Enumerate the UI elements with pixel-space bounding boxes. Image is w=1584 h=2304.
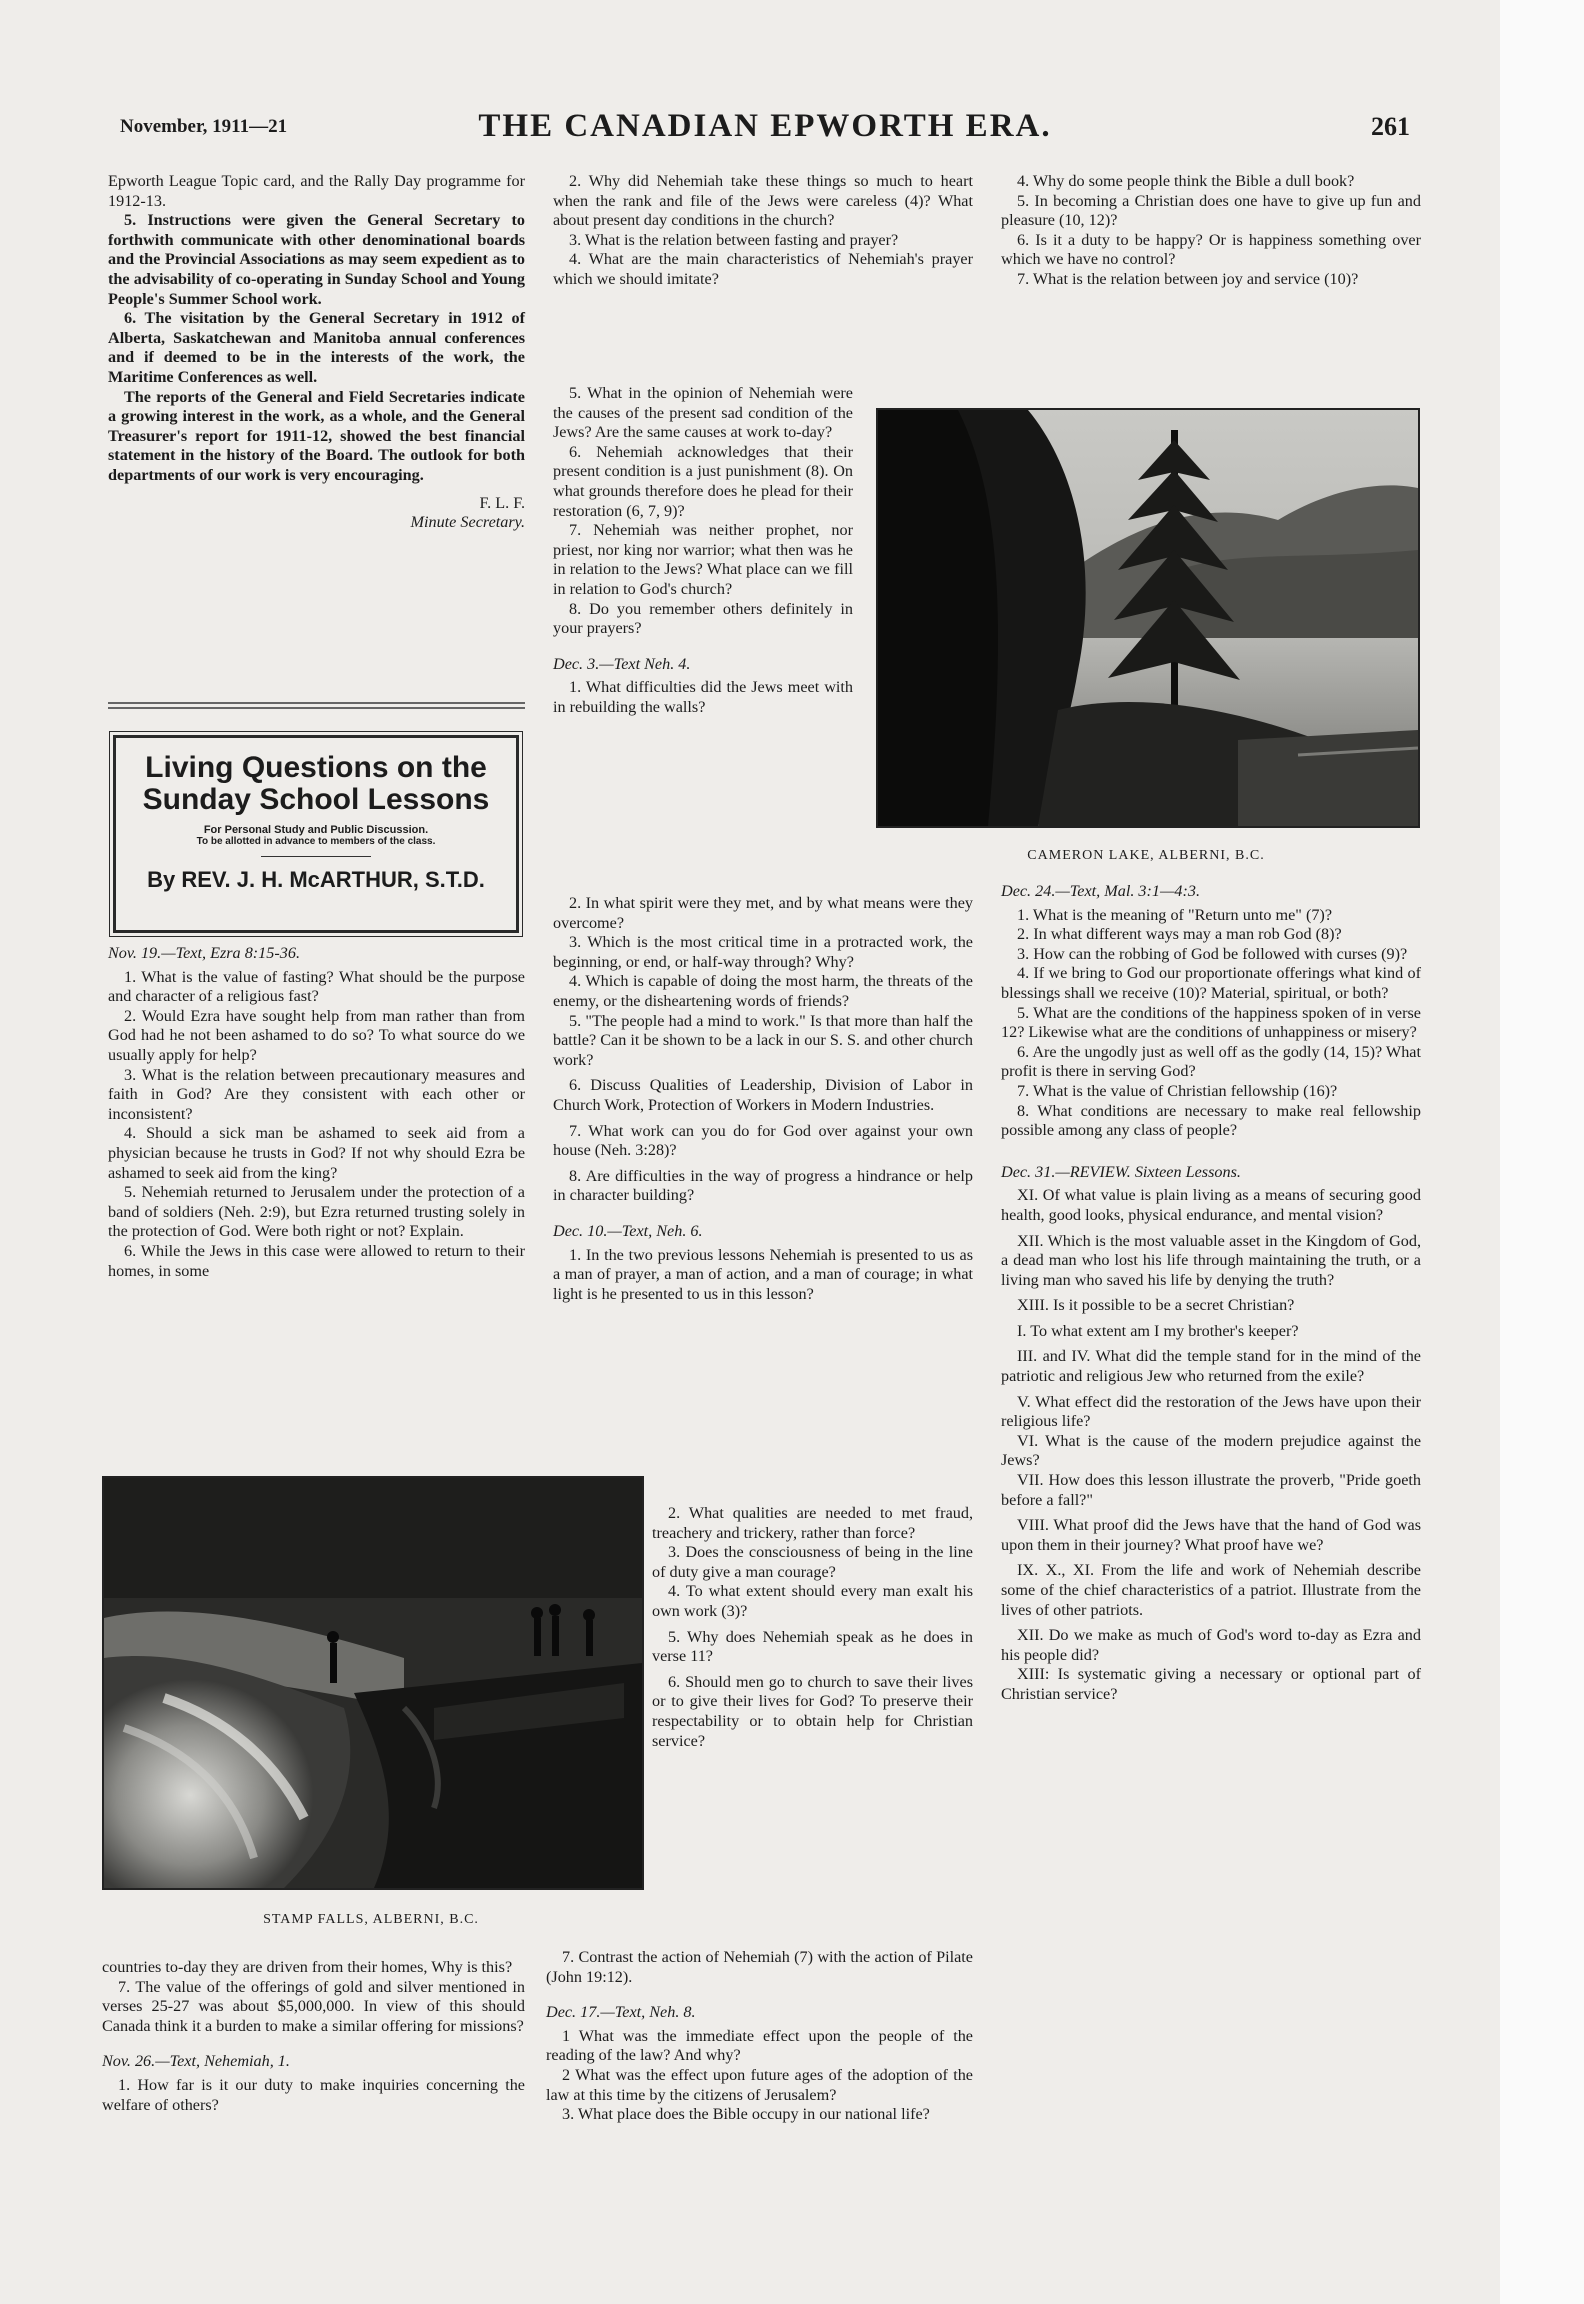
- question: 3. Which is the most critical time in a protracted work, the beginning, or end, or half-way through? Why?: [553, 933, 973, 971]
- byline: By REV. J. H. McARTHUR, S.T.D.: [147, 867, 485, 892]
- column-2-bottom: [546, 1948, 973, 2125]
- question: 1. What is the value of fasting? What should be the purpose and character of a religious fast?: [108, 967, 525, 1006]
- question: 4. What are the main characteristics of Nehemiah's prayer which we should imitate?: [553, 250, 973, 288]
- divider-rule: [108, 702, 525, 704]
- box-title-line1: Living Questions on the: [145, 751, 487, 784]
- issue-date: November, 1911—21: [120, 116, 288, 137]
- waterfall-image: [104, 1478, 642, 1888]
- lesson-heading: Dec. 31.—REVIEW. Sixteen Lessons.: [1001, 1162, 1241, 1181]
- question: 6. Are the ungodly just as well off as the godly (14, 15)? What profit is there in serving God?: [1001, 1042, 1421, 1081]
- column-2-narrow: [553, 384, 853, 718]
- question: 3. What is the relation between fasting and prayer?: [569, 230, 899, 249]
- question: 1. How far is it our duty to make inquiries concerning the welfare of others?: [102, 2075, 525, 2114]
- question: 2 What was the effect upon future ages of the adoption of the law at this time by the citizens of Jerusalem?: [546, 2065, 973, 2104]
- question: 5. What are the conditions of the happiness spoken of in verse 12? Likewise what are the conditions of unhappiness or misery?: [1001, 1003, 1421, 1042]
- review-question: XII. Do we make as much of God's word to-day as Ezra and his people did?: [1001, 1626, 1421, 1664]
- question: 3. What place does the Bible occupy in our national life?: [562, 2105, 930, 2124]
- column-1-lessons: [108, 944, 525, 1281]
- question: 7. What work can you do for God over against your own house (Neh. 3:28)?: [553, 1121, 973, 1160]
- lesson-heading: Dec. 17.—Text, Neh. 8.: [546, 2003, 696, 2022]
- question: 6. While the Jews in this case were allowed to return to their homes, in some: [108, 1241, 525, 1280]
- question: 1 What was the immediate effect upon the people of the reading of the law? And why?: [546, 2026, 973, 2065]
- review-question: VII. How does this lesson illustrate the proverb, "Pride goeth before a fall?": [1001, 1471, 1421, 1509]
- question: 7. What is the value of Christian fellowship (16)?: [1017, 1081, 1338, 1100]
- paragraph: Epworth League Topic card, and the Rally Day programme for 1912-13.: [108, 172, 525, 210]
- review-question: XI. Of what value is plain living as a means of securing good health, good looks, physical endurance, and mental vision?: [1001, 1186, 1421, 1224]
- review-question: III. and IV. What did the temple stand for in the mind of the patriotic and religious Jew who returned from the exile?: [1001, 1347, 1421, 1386]
- review-question: XIII: Is systematic giving a necessary or optional part of Christian service?: [1001, 1665, 1421, 1703]
- signature-initials: F. L. F.: [479, 493, 525, 512]
- paragraph: The reports of the General and Field Secretaries indicate a growing interest in the work, as a whole, and the General Treasurer's report for 1911-12, showed the best financial statement in the history of the Board. The outlook for both departments of our work is very encouraging.: [108, 387, 525, 484]
- question: 7. The value of the offerings of gold and silver mentioned in verses 25-27 was about $5,000,000. In view of this should Canada think it a burden to make a similar offering for missions?: [102, 1977, 525, 2035]
- question: 8. Are difficulties in the way of progress a hindrance or help in character building?: [553, 1166, 973, 1205]
- question: 7. Contrast the action of Nehemiah (7) with the action of Pilate (John 19:12).: [546, 1948, 973, 1986]
- box-title-line2: Sunday School Lessons: [142, 783, 490, 816]
- question: 5. In becoming a Christian does one have to give up fun and pleasure (10, 12)?: [1001, 191, 1421, 230]
- question: 6. Should men go to church to save their lives or to give their lives for God? To preserve their respectability or to obtain help for Christian service?: [652, 1672, 973, 1750]
- masthead-title: THE CANADIAN EPWORTH ERA.: [478, 108, 1052, 144]
- cameron-lake-photo: [876, 408, 1420, 828]
- stamp-falls-caption: STAMP FALLS, ALBERNI, B.C.: [263, 1912, 479, 1927]
- cameron-lake-caption: CAMERON LAKE, ALBERNI, B.C.: [1027, 848, 1265, 863]
- column-1-bottom: [102, 1958, 525, 2115]
- lesson-heading: Nov. 26.—Text, Nehemiah, 1.: [102, 2052, 290, 2071]
- review-question: VI. What is the cause of the modern prejudice against the Jews?: [1001, 1431, 1421, 1470]
- question: 4. If we bring to God our proportionate offerings what kind of blessings shall we receive (10)? Material, spiritual, or both?: [1001, 964, 1421, 1002]
- question: 6. Nehemiah acknowledges that their present condition is a just punishment (8). On what grounds therefore does he plead for their restoration (6, 7, 9)?: [553, 442, 853, 520]
- column-2-beside-photo: [652, 1504, 973, 1751]
- question: 4. Should a sick man be ashamed to seek aid from a physician because he trusts in God? If not why should Ezra be ashamed to seek aid from the king?: [108, 1124, 525, 1182]
- review-question: IX. X., XI. From the life and work of Nehemiah describe some of the chief characteristics of a patriot. Illustrate from the lives of other patriots.: [1001, 1561, 1421, 1619]
- question: 2. Why did Nehemiah take these things so much to heart when the rank and file of the Jews were careless (4)? What about present day conditions in the church?: [553, 172, 973, 230]
- question: 3. Does the consciousness of being in the line of duty give a man courage?: [652, 1543, 973, 1581]
- review-question: VIII. What proof did the Jews have that the hand of God was upon them in their journey? What proof have we?: [1001, 1516, 1421, 1554]
- question: 4. To what extent should every man exalt his own work (3)?: [652, 1582, 973, 1620]
- lesson-heading: Dec. 3.—Text Neh. 4.: [553, 654, 691, 673]
- question: 5. Why does Nehemiah speak as he does in verse 11?: [652, 1627, 973, 1666]
- review-question: V. What effect did the restoration of the Jews have upon their religious life?: [1001, 1392, 1421, 1431]
- question: 2. In what spirit were they met, and by what means were they overcome?: [553, 894, 973, 932]
- box-subtitle: For Personal Study and Public Discussion.: [203, 824, 429, 836]
- question: 2. In what different ways may a man rob God (8)?: [1017, 925, 1342, 944]
- page-header: [120, 108, 1410, 148]
- paragraph: 5. Instructions were given the General Secretary to forthwith communicate with other denominational boards and the Provincial Associations as may seem expedient as to the advisability of co-operating in Sunday School and Young People's Summer School work.: [108, 211, 525, 308]
- question: 2. Would Ezra have sought help from man rather than from God had he not been ashamed to do so? To what source do we usually apply for help?: [108, 1006, 525, 1064]
- box-divider: [261, 856, 371, 857]
- lesson-heading: Nov. 19.—Text, Ezra 8:15-36.: [108, 944, 300, 962]
- page-margin: [1500, 0, 1584, 2304]
- paragraph: 6. The visitation by the General Secretary in 1912 of Alberta, Saskatchewan and Manitoba annual conferences and if deemed to be in the interests of the work, the Maritime Conferences as well.: [108, 309, 525, 386]
- question: 4. Why do some people think the Bible a dull book?: [1017, 172, 1355, 190]
- question: 5. Nehemiah returned to Jerusalem under the protection of a band of soldiers (Neh. 2:9), but Ezra returned trusting solely in the protection of God. Were both right or not? Explain.: [108, 1183, 525, 1241]
- lesson-series-box: [113, 735, 519, 933]
- question: 8. What conditions are necessary to make real fellowship possible among any class of people?: [1001, 1101, 1421, 1140]
- lesson-heading: Dec. 10.—Text, Neh. 6.: [553, 1221, 703, 1240]
- stamp-falls-photo: [102, 1476, 644, 1890]
- review-question: XII. Which is the most valuable asset in the Kingdom of God, a dead man who lost his life through maintaining the truth, or a living man who saved his life by denying the truth?: [1001, 1231, 1421, 1289]
- review-question: I. To what extent am I my brother's keeper?: [1017, 1321, 1299, 1340]
- review-question: XIII. Is it possible to be a secret Christian?: [1017, 1296, 1295, 1315]
- question: 4. Which is capable of doing the most harm, the threats of the enemy, or the disheartening words of friends?: [553, 972, 973, 1010]
- question: 2. What qualities are needed to met fraud, treachery and trickery, rather than force?: [652, 1504, 973, 1542]
- question: 7. Nehemiah was neither prophet, nor priest, nor king nor warrior; what then was he in relation to the Jews? What place can we fill in relation to God's church?: [553, 521, 853, 598]
- signature-title: Minute Secretary.: [410, 513, 525, 532]
- question: 6. Discuss Qualities of Leadership, Division of Labor in Church Work, Protection of Workers in Modern Industries.: [553, 1076, 973, 1114]
- divider-rule: [108, 707, 525, 709]
- question: 3. How can the robbing of God be followed with curses (9)?: [1017, 944, 1408, 963]
- question: 5. "The people had a mind to work." Is that more than half the battle? Can it be shown to be a lack in our S. S. and other church work?: [553, 1011, 973, 1069]
- column-3-main: [1001, 878, 1421, 1705]
- question: 8. Do you remember others definitely in your prayers?: [553, 599, 853, 638]
- lesson-heading: Dec. 24.—Text, Mal. 3:1—4:3.: [1001, 882, 1201, 900]
- question: 6. Is it a duty to be happy? Or is happiness something over which we have no control?: [1001, 230, 1421, 269]
- question: 7. What is the relation between joy and service (10)?: [1017, 269, 1359, 288]
- column-2-main: [553, 894, 973, 1304]
- column-1-top: [108, 172, 525, 533]
- column-3-top: [1001, 172, 1421, 290]
- column-2-top: [553, 172, 973, 290]
- question: 1. What is the meaning of "Return unto me" (7)?: [1017, 905, 1333, 924]
- page-number: 261: [1371, 112, 1410, 141]
- question: 1. What difficulties did the Jews meet with in rebuilding the walls?: [553, 678, 853, 716]
- question-continued: countries to-day they are driven from their homes, Why is this?: [102, 1958, 513, 1976]
- question: 1. In the two previous lessons Nehemiah is presented to us as a man of prayer, a man of action, and a man of courage; in what light is he presented to us in this lesson?: [553, 1245, 973, 1303]
- question: 3. What is the relation between precautionary measures and faith in God? Are they consistent with each other or inconsistent?: [108, 1065, 525, 1123]
- lake-image: [878, 410, 1418, 826]
- box-subtitle-2: To be allotted in advance to members of the class.: [196, 836, 436, 847]
- question: 5. What in the opinion of Nehemiah were the causes of the present sad condition of the Jews? Are the same causes at work to-day?: [553, 384, 853, 442]
